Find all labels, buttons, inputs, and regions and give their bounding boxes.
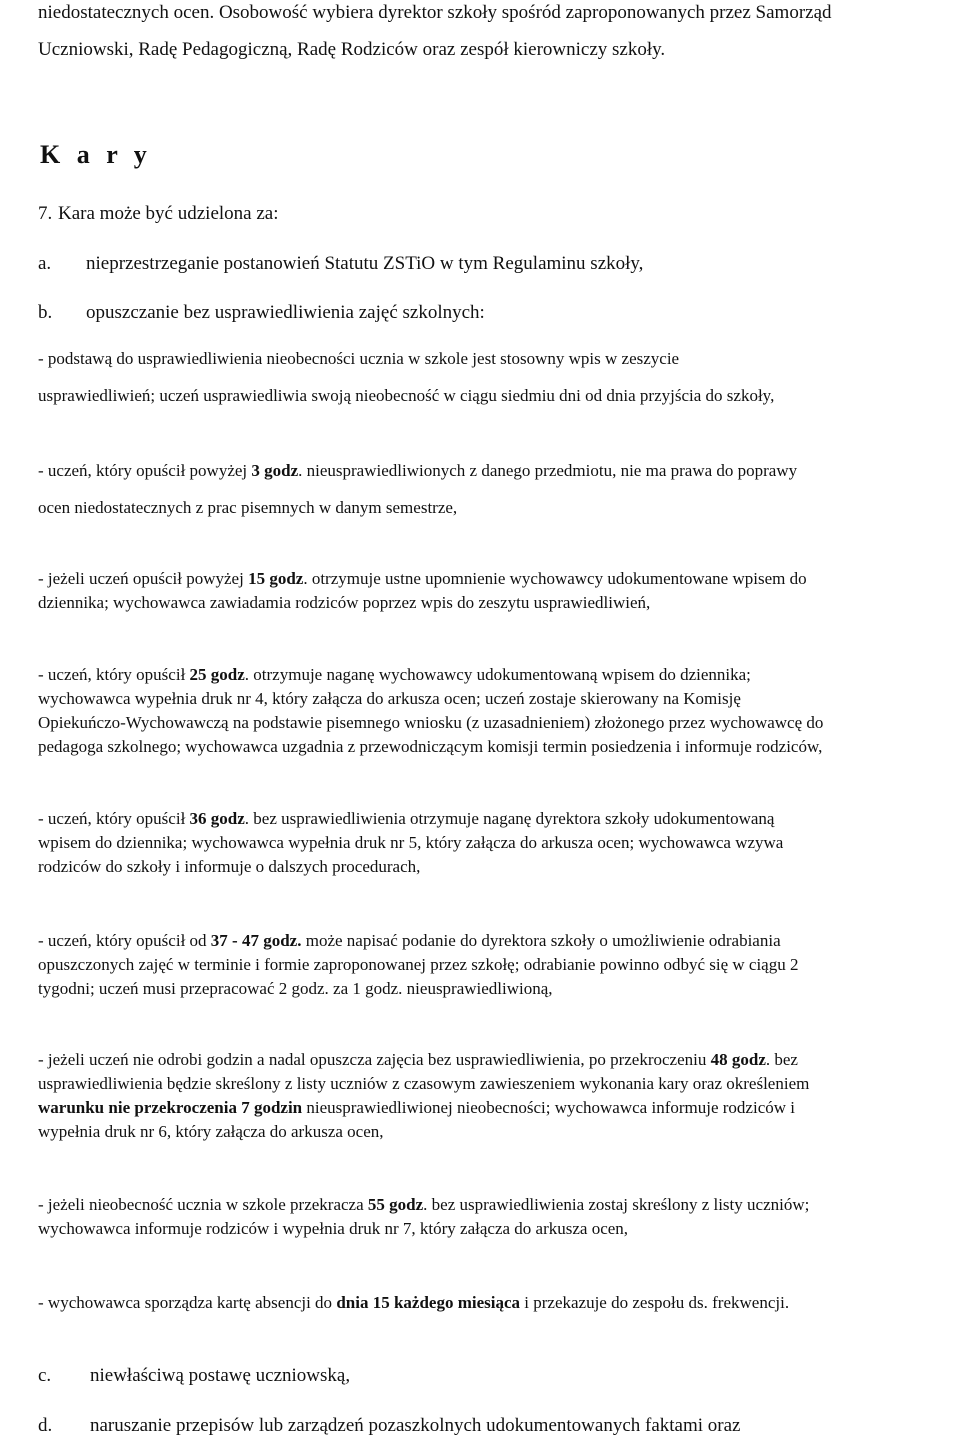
item-d-text: naruszanie przepisów lub zarządzeń pozaszkolnych udokumentowanych faktami oraz xyxy=(90,1415,741,1436)
item-7 xyxy=(38,203,279,225)
rule-4-line-3: Opiekuńczo-Wychowawczą na podstawie pisemnego wniosku (z uzasadnieniem) złożonego przez wychowawcę do xyxy=(38,713,824,732)
rule-4-line-4: pedagoga szkolnego; wychowawca uzgadnia z przewodniczącym komisji termin posiedzenia i informuje rodziców, xyxy=(38,737,823,756)
item-b-letter: b. xyxy=(38,302,53,323)
rule-paragraph-2 xyxy=(38,452,958,526)
rule-1-line-2: usprawiedliwień; uczeń usprawiedliwia swoją nieobecność w ciągu siedmiu dni od dnia przyjścia do szkoły, xyxy=(38,386,775,405)
rule-2-line-2: ocen niedostatecznych z prac pisemnych w danym semestrze, xyxy=(38,498,458,517)
item-c-text: niewłaściwą postawę uczniowską, xyxy=(90,1365,351,1386)
rule-7-line-3: warunku nie przekroczenia 7 godzin nieusprawiedliwionej nieobecności; wychowawca informuje rodziców i xyxy=(38,1098,795,1117)
rule-3-line-1: - jeżeli uczeń opuścił powyżej 15 godz. otrzymuje ustne upomnienie wychowawcy udokumentowane wpisem do xyxy=(38,569,807,588)
rule-paragraph-1 xyxy=(38,340,958,414)
rule-8-line-1: - jeżeli nieobecność ucznia w szkole przekracza 55 godz. bez usprawiedliwienia zostaj skreślony z listy uczniów; xyxy=(38,1195,810,1214)
rule-6-line-1: - uczeń, który opuścił od 37 - 47 godz. może napisać podanie do dyrektora szkoły o umożliwienie odrabiania xyxy=(38,931,781,950)
rule-paragraph-9 xyxy=(38,1291,958,1315)
rule-6-line-2: opuszczonych zajęć w terminie i formie zaproponowanej przez szkołę; odrabianie powinno odbyć się w ciągu 2 xyxy=(38,955,799,974)
rule-7-line-4: wypełnia druk nr 6, który załącza do arkusza ocen, xyxy=(38,1122,384,1141)
rule-4-line-1: - uczeń, który opuścił 25 godz. otrzymuje naganę wychowawcy udokumentowaną wpisem do dziennika; xyxy=(38,665,751,684)
intro-line-1: niedostatecznych ocen. Osobowość wybiera dyrektor szkoły spośród zaproponowanych przez Samorząd xyxy=(38,2,832,23)
rule-5-line-1: - uczeń, który opuścił 36 godz. bez usprawiedliwienia otrzymuje naganę dyrektora szkoły udokumentowaną xyxy=(38,809,775,828)
rule-paragraph-4 xyxy=(38,663,958,759)
rule-7-line-2: usprawiedliwienia będzie skreślony z listy uczniów z czasowym zawieszeniem wykonania kary oraz określeniem xyxy=(38,1074,810,1093)
rule-1-line-1: - podstawą do usprawiedliwienia nieobecności ucznia w szkole jest stosowny wpis w zeszycie xyxy=(38,349,680,368)
rule-3-line-2: dziennika; wychowawca zawiadamia rodziców poprzez wpis do zeszytu usprawiedliwień, xyxy=(38,593,651,612)
item-a xyxy=(38,253,644,275)
intro-paragraph xyxy=(38,0,958,68)
item-b xyxy=(38,302,485,324)
rule-paragraph-7 xyxy=(38,1048,958,1144)
rule-2-line-1: - uczeń, który opuścił powyżej 3 godz. nieusprawiedliwionych z danego przedmiotu, nie ma prawa do poprawy xyxy=(38,461,798,480)
item-7-number: 7. xyxy=(38,203,53,224)
rule-5-line-3: rodziców do szkoły i informuje o dalszych procedurach, xyxy=(38,857,421,876)
rule-9-line-1: - wychowawca sporządza kartę absencji do dnia 15 każdego miesiąca i przekazuje do zespołu ds. frekwencji. xyxy=(38,1293,790,1312)
rule-8-line-2: wychowawca informuje rodziców i wypełnia druk nr 7, który załącza do arkusza ocen, xyxy=(38,1219,629,1238)
item-c xyxy=(38,1365,351,1387)
item-b-text: opuszczanie bez usprawiedliwienia zajęć szkolnych: xyxy=(86,302,485,323)
rule-5-line-2: wpisem do dziennika; wychowawca wypełnia druk nr 5, który załącza do arkusza ocen; wychowawca wzywa xyxy=(38,833,784,852)
item-a-text: nieprzestrzeganie postanowień Statutu ZSTiO w tym Regulaminu szkoły, xyxy=(86,253,644,274)
section-heading: K a r y xyxy=(40,140,152,169)
item-d-letter: d. xyxy=(38,1415,53,1436)
rule-6-line-3: tygodni; uczeń musi przepracować 2 godz. za 1 godz. nieusprawiedliwioną, xyxy=(38,979,553,998)
rule-paragraph-6 xyxy=(38,929,958,1001)
item-a-letter: a. xyxy=(38,253,52,274)
rule-paragraph-3 xyxy=(38,567,958,615)
item-c-letter: c. xyxy=(38,1365,52,1386)
item-d xyxy=(38,1415,741,1437)
item-7-text: Kara może być udzielona za: xyxy=(58,203,279,224)
rule-7-line-1: - jeżeli uczeń nie odrobi godzin a nadal opuszcza zajęcia bez usprawiedliwienia, po przekroczeniu 48 godz. bez xyxy=(38,1050,798,1069)
rule-paragraph-5 xyxy=(38,807,958,879)
rule-paragraph-8 xyxy=(38,1193,958,1241)
intro-line-2: Uczniowski, Radę Pedagogiczną, Radę Rodziców oraz zespół kierowniczy szkoły. xyxy=(38,39,666,60)
rule-4-line-2: wychowawca wypełnia druk nr 4, który załącza do arkusza ocen; uczeń zostaje skierowany na Komisję xyxy=(38,689,741,708)
